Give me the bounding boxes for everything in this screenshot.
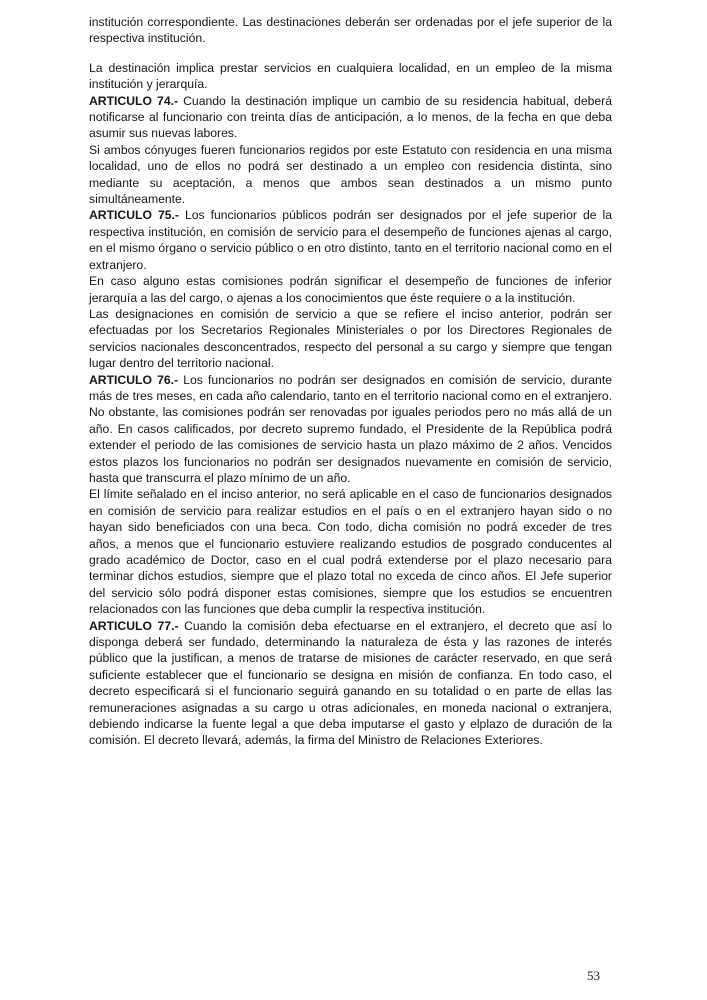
paragraph-comisiones (89, 273, 612, 306)
page-number: 53 (587, 968, 600, 983)
paragraph-conyuges (89, 142, 612, 208)
paragraph-text: Los funcionarios no podrán ser designados en comisión de servicio, durante más de tres meses, en cada año calendario, tanto en el territorio nacional como en el extranjero. No obstante, las comisiones podrán ser renovadas por iguales periodos pero no más allá de un año. En casos calificados, por decreto supremo fundado, el Presidente de la República podrá extender el periodo de las comisiones de servicio hasta un plazo máximo de 2 años. Vencidos estos plazos los funcionarios no podrán ser designados nuevamente en comisión de servicio, hasta que transcurra el plazo mínimo de un año. (89, 372, 612, 485)
document-page (89, 14, 612, 749)
article-heading: ARTICULO 77.- (89, 618, 179, 633)
paragraph-text: Si ambos cónyuges fueren funcionarios regidos por este Estatuto con residencia en una misma localidad, uno de ellos no podrá ser destinado a un empleo con residencia distinta, sino mediante su aceptación, a menos que ambos sean destinados a un mismo punto simultáneamente. (89, 142, 612, 207)
article-76 (89, 372, 612, 487)
article-77 (89, 618, 612, 749)
article-75 (89, 207, 612, 273)
paragraph-text: Las designaciones en comisión de servicio a que se refiere el inciso anterior, podrán ser efectuadas por los Secretarios Regionales Ministeriales o por los Directores Regionales de servicios nacionales desconcentrados, respecto del personal a su cargo y siempre que tengan lugar dentro del territorio nacional. (89, 306, 612, 371)
paragraph-destinacion (89, 60, 612, 93)
paragraph-designaciones (89, 306, 612, 372)
paragraph-text: En caso alguno estas comisiones podrán significar el desempeño de funciones de inferior jerarquía a las del cargo, o ajenas a los conocimientos que éste requiere o a la institución. (89, 274, 612, 305)
paragraph-text: Cuando la comisión deba efectuarse en el extranjero, el decreto que así lo disponga deberá ser fundado, determinando la naturaleza de ésta y las razones de interés público que la justifican, a menos de tratarse de misiones de carácter reservado, en que será suficiente establecer que el funcionario se designa en misión de confianza. En todo caso, el decreto especificará si el funcionario seguirá ganando en su totalidad o en parte de ellas las remuneraciones asignadas a su cargo u otras adicionales, en moneda nacional o extranjera, debiendo indicarse la fuente legal a que deba imputarse el gasto y elplazo de duración de la comisión. El decreto llevará, además, la firma del Ministro de Relaciones Exteriores. (89, 618, 612, 748)
article-heading: ARTICULO 75.- (89, 208, 179, 223)
paragraph-limite (89, 486, 612, 617)
paragraph-text: El límite señalado en el inciso anterior, no será aplicable en el caso de funcionarios designados en comisión de servicio para realizar estudios en el país o en el extranjero hayan sido o no hayan sido beneficiados con una beca. Con todo, dicha comisión no podrá exceder de tres años, a menos que el funcionario estuviere realizando estudios de posgrado conducentes al grado académico de Doctor, caso en el cual podrá extenderse por el plazo necesario para terminar dichos estudios, siempre que el plazo total no exceda de cinco años. El Jefe superior del servicio sólo podrá disponer estas comisiones, siempre que los estudios se encuentren relacionados con las funciones que deba cumplir la respectiva institución. (89, 487, 612, 617)
paragraph-text: institución correspondiente. Las destinaciones deberán ser ordenadas por el jefe superior de la respectiva institución. (89, 15, 612, 46)
paragraph-continuation (89, 14, 612, 47)
paragraph-text: Los funcionarios públicos podrán ser designados por el jefe superior de la respectiva institución, en comisión de servicio para el desempeño de funciones ajenas al cargo, en el mismo órgano o servicio público o en otro distinto, tanto en el territorio nacional como en el extranjero. (89, 208, 612, 272)
article-74 (89, 93, 612, 142)
article-heading: ARTICULO 74.- (89, 93, 179, 108)
article-heading: ARTICULO 76.- (89, 372, 179, 387)
paragraph-text: La destinación implica prestar servicios en cualquiera localidad, en un empleo de la misma institución y jerarquía. (89, 60, 612, 92)
paragraph-text: Cuando la destinación implique un cambio de su residencia habitual, deberá notificarse al funcionario con treinta días de anticipación, a lo menos, de la fecha en que deba asumir sus nuevas labores. (89, 93, 612, 141)
